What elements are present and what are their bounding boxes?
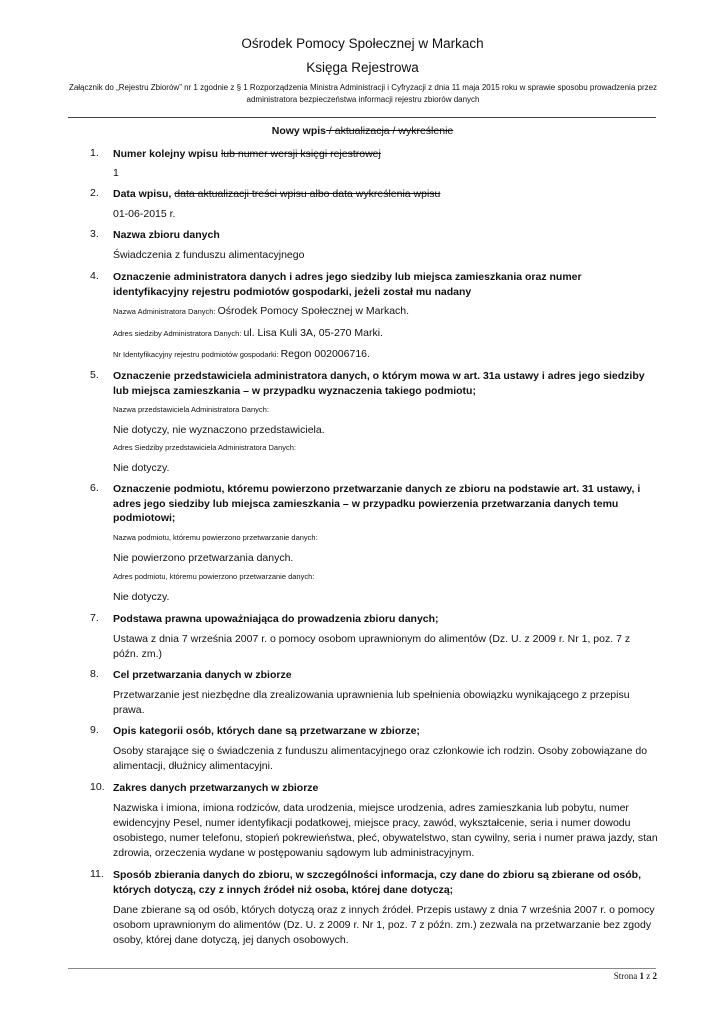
field-row <box>113 327 658 339</box>
item-number: 6. <box>90 482 99 494</box>
item-heading: Nazwa zbioru danych <box>113 229 220 241</box>
item-value: Przetwarzanie jest niezbędne dla zrealizowania uprawnienia lub spełnienia obowiązku wynikającego z przepisu prawa. <box>113 689 630 716</box>
item-number: 7. <box>90 612 99 624</box>
entry-type-active: Nowy wpis <box>271 125 327 137</box>
item-heading: Zakres danych przetwarzanych w zbiorze <box>113 782 319 794</box>
item-heading: Oznaczenie administratora danych i adres jego siedziby lub miejsca zamieszkania oraz numer identyfikacyjny rejestru podmiotów gospodarki, jeżeli został mu nadany <box>113 271 582 298</box>
item-heading: Oznaczenie przedstawiciela administratora danych, o którym mowa w art. 31a ustawy i adres jego siedziby lub miejsca zamieszkania – w przypadku wyznaczenia takiego podmiotu; <box>113 370 645 397</box>
field-value: Nie dotyczy. <box>113 591 170 603</box>
page-label: Strona <box>613 971 640 981</box>
item-heading-text: Data wpisu, <box>113 188 175 200</box>
field-row <box>113 348 658 360</box>
field-value: Nie dotyczy. <box>113 462 170 474</box>
field-value: ul. Lisa Kuli 3A, 05-270 Marki. <box>243 327 383 339</box>
item-number: 8. <box>90 668 99 680</box>
field-value: Ośrodek Pomocy Społecznej w Markach. <box>217 305 410 317</box>
field-value: Regon 002006716. <box>280 348 370 360</box>
item-value: Świadczenia z funduszu alimentacyjnego <box>113 249 305 261</box>
entry-type-struck: / aktualizacja / wykreślenie <box>326 125 454 137</box>
item-value: Ustawa z dnia 7 września 2007 r. o pomocy osobom uprawnionym do alimentów (Dz. U. z 2009 r. Nr 1, poz. 7 z późn. zm.) <box>113 633 631 660</box>
annex-note: Załącznik do „Rejestru Zbiorów” nr 1 zgodnie z § 1 Rozporządzenia Ministra Administracji i Cyfryzacji z dnia 11 maja 2015 roku w sprawie sposobu prowadzenia przez administratora bezpieczeństwa informacji rejestru zbiorów danych <box>68 83 658 104</box>
total-pages: 2 <box>652 971 657 981</box>
item-value: Dane zbierane są od osób, których dotyczą oraz z innych źródeł. Przepis ustawy z dnia 7 września 2007 r. o pomocy osobom uprawnionym do alimentów (Dz. U. z 2009 r. Nr 1, poz. 7 z późn. zm.) zezwala na przetwarzanie bez zgody osoby, której dane dotyczą, jej danych osobowych. <box>113 904 655 946</box>
item-heading: Podstawa prawna upoważniająca do prowadzenia zbioru danych; <box>113 613 439 625</box>
item-number: 11. <box>90 868 104 880</box>
register-book-title: Księga Rejestrowa <box>306 60 419 75</box>
field-label: Nr Identyfikacyjny rejestru podmiotów gospodarki: <box>113 350 281 359</box>
item-number: 2. <box>90 187 99 199</box>
organization-title: Ośrodek Pomocy Społecznej w Markach <box>241 36 484 51</box>
item-value: Nazwiska i imiona, imiona rodziców, data urodzenia, miejsce urodzenia, adres zamieszkania lub pobytu, numer ewidencyjny Pesel, numer identyfikacji podatkowej, miejsce pracy, zawód, wykształcenie, seria i numer dowodu osobistego, numer telefonu, stopień pokrewieństwa, płeć, obywatelstwo, stan cywilny, seria i numer prawa jazdy, stan zdrowia, orzeczenia wydane w postępowaniu sądowym lub administracyjnym. <box>113 802 658 859</box>
field-value: Nie powierzono przetwarzania danych. <box>113 552 294 564</box>
item-number: 5. <box>90 369 99 381</box>
field-label: Nazwa podmiotu, któremu powierzono przetwarzanie danych: <box>113 533 318 542</box>
item-number: 9. <box>90 724 99 736</box>
page-counter <box>560 971 657 981</box>
item-number: 4. <box>90 270 99 282</box>
field-row <box>113 305 658 317</box>
field-label: Adres podmiotu, któremu powierzono przetwarzanie danych: <box>113 572 315 581</box>
item-heading: Opis kategorii osób, których dane są przetwarzane w zbiorze; <box>113 725 420 737</box>
item-heading: Oznaczenie podmiotu, któremu powierzono przetwarzanie danych ze zbioru na podstawie art. 31 ustawy, i adres jego siedziby lub miejsca zamieszkania – w przypadku powierzenia przetwarzania danych temu podmiotowi; <box>113 483 641 524</box>
field-label: Adres siedziby Administratora Danych: <box>113 329 244 338</box>
item-value: 1 <box>113 167 119 179</box>
item-number: 1. <box>90 147 99 159</box>
item-value: 01-06-2015 r. <box>113 208 176 220</box>
item-heading-text: Numer kolejny wpisu <box>113 148 221 160</box>
page-separator: z <box>644 971 653 981</box>
item-heading-struck: data aktualizacji treści wpisu albo data wykreślenia wpisu <box>174 188 441 200</box>
item-heading <box>113 147 658 162</box>
item-number: 3. <box>90 228 99 240</box>
field-label: Nazwa Administratora Danych: <box>113 307 218 316</box>
item-heading <box>113 187 658 202</box>
item-heading-struck: lub numer wersji księgi rejestrowej <box>220 148 381 160</box>
item-value: Osoby starające się o świadczenia z funduszu alimentacyjnego oraz członkowie ich rodzin. Osoby zobowiązane do alimentacji, dłużnicy alimentacyjni. <box>113 745 648 772</box>
item-number: 10. <box>90 781 105 793</box>
item-heading: Sposób zbierania danych do zbioru, w szczególności informacja, czy dane do zbioru są zbierane od osób, których dotyczą, czy z innych źródeł niż osoba, której dane dotyczą; <box>113 869 642 896</box>
field-label: Adres Siedziby przedstawiciela Administratora Danych: <box>113 443 296 452</box>
header-divider <box>68 117 656 118</box>
entry-type <box>0 125 725 137</box>
footer-divider <box>68 968 656 969</box>
item-heading: Cel przetwarzania danych w zbiorze <box>113 669 292 681</box>
current-page: 1 <box>639 971 644 981</box>
field-value: Nie dotyczy, nie wyznaczono przedstawiciela. <box>113 424 325 436</box>
field-label: Nazwa przedstawiciela Administratora Danych: <box>113 405 269 414</box>
